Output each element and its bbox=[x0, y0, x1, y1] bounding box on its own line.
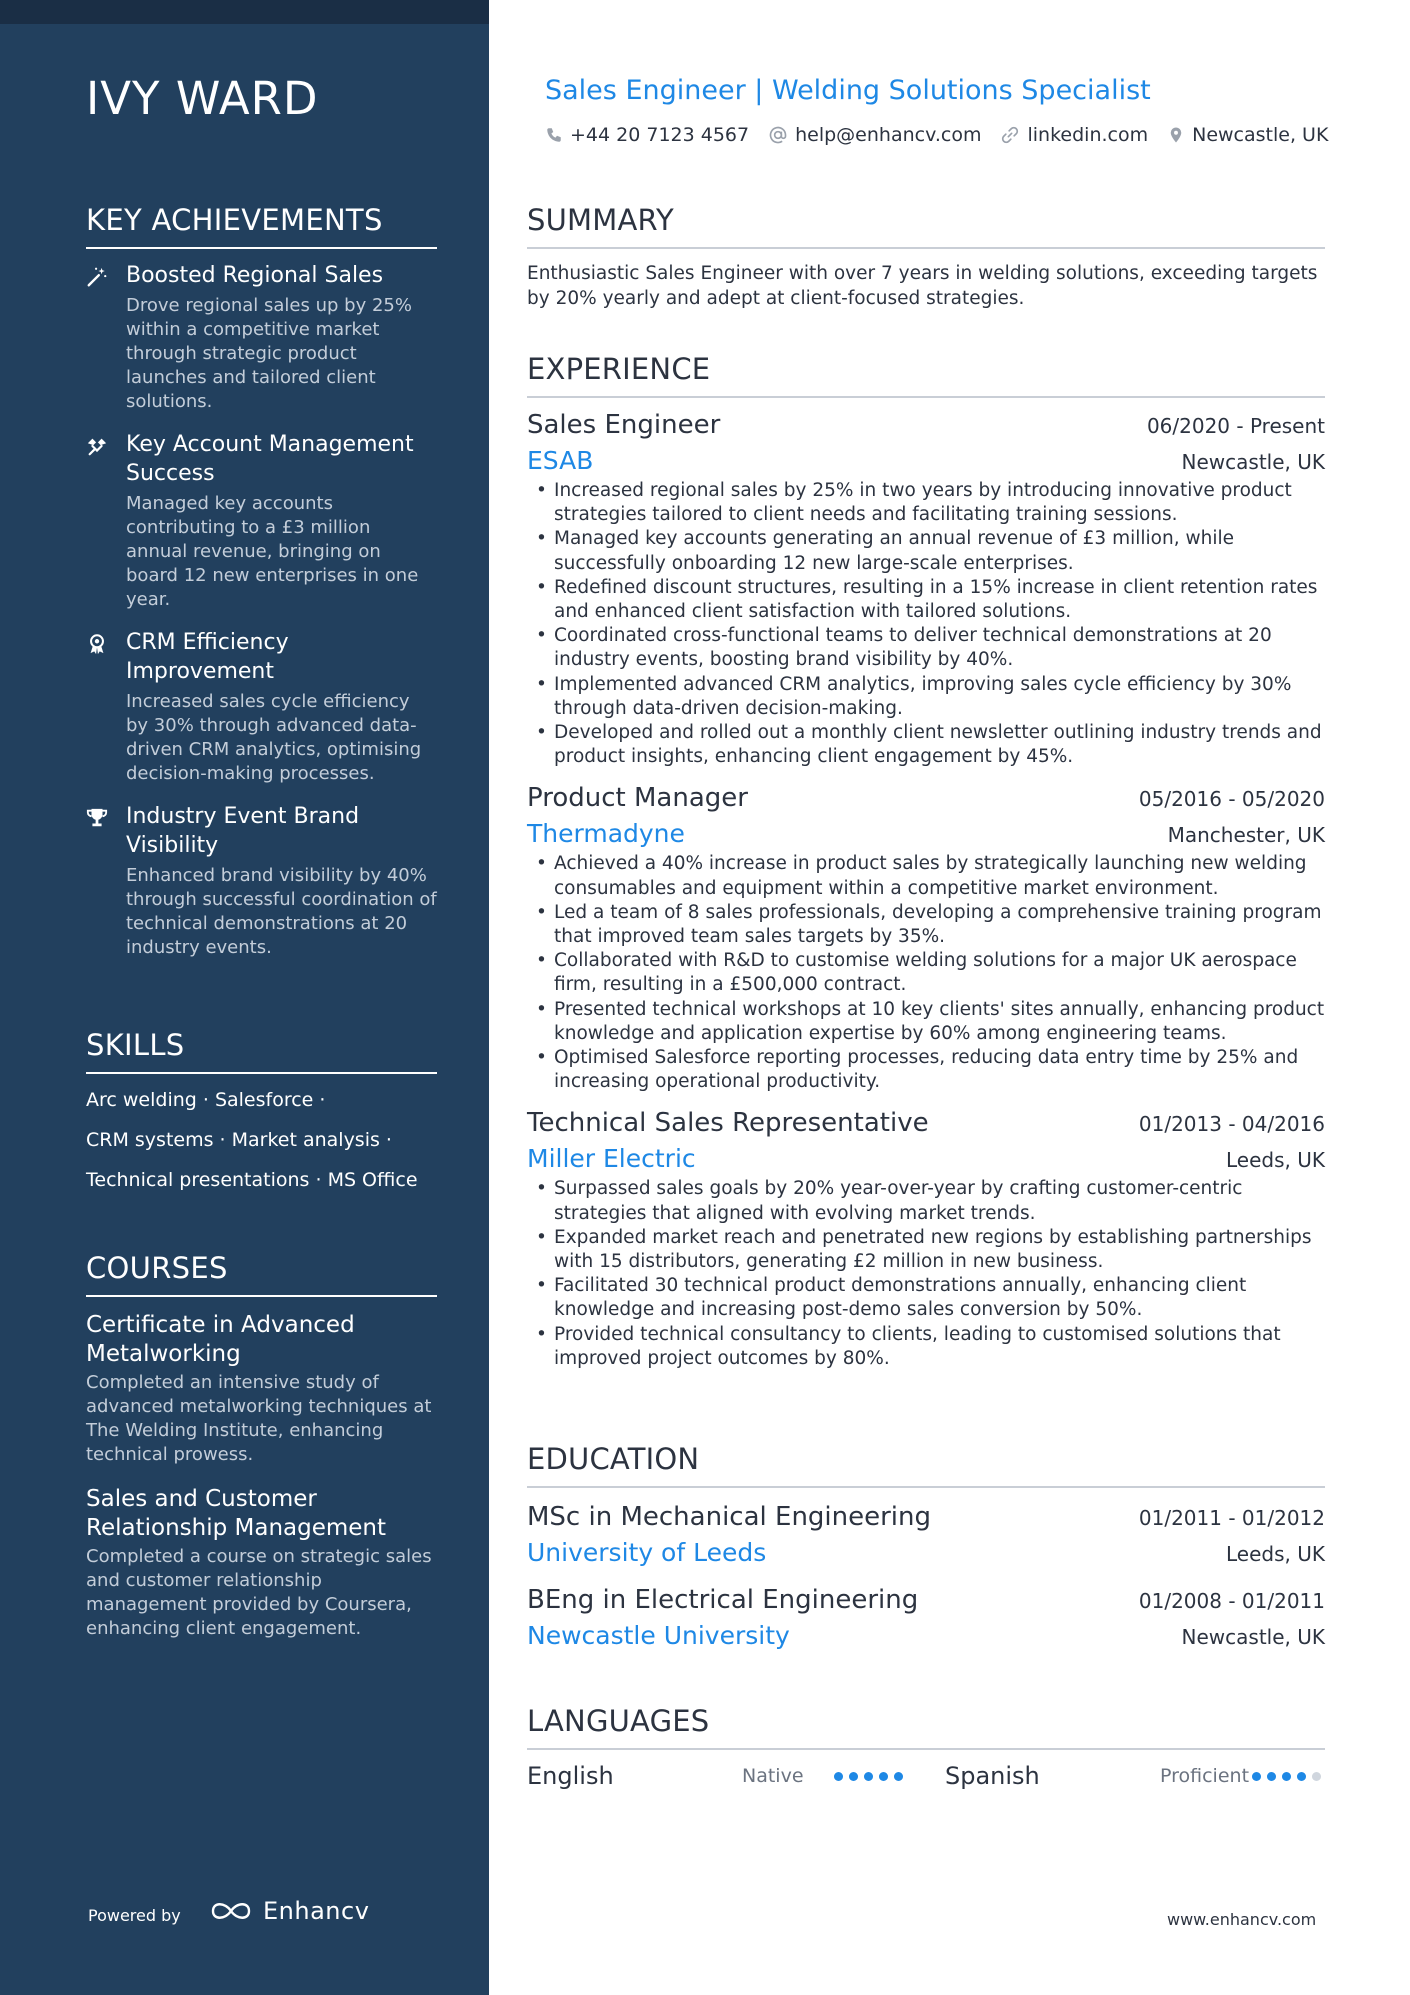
achievement-title: Industry Event Brand Visibility bbox=[126, 804, 360, 858]
powered-by-label: Powered by bbox=[88, 1906, 181, 1925]
contact-email[interactable] bbox=[768, 124, 981, 146]
course-item bbox=[86, 1485, 437, 1641]
achievement-title: Key Account Management Success bbox=[126, 432, 414, 486]
job-bullet: • Expanded market reach and penetrated new regions by establishing partnerships with 15 distributors, generating £2 million in new business. bbox=[527, 1226, 1325, 1274]
languages-list bbox=[527, 1762, 1325, 1790]
skills-line: Arc welding · Salesforce · bbox=[86, 1089, 326, 1111]
job-bullet: • Collaborated with R&D to customise welding solutions for a major UK aerospace firm, resulting in a £500,000 contract. bbox=[527, 949, 1325, 997]
job-bullets bbox=[527, 852, 1325, 1094]
job-bullet: • Led a team of 8 sales professionals, developing a comprehensive training program that improved team sales targets by 35%. bbox=[527, 901, 1325, 949]
course-title: Certificate in Advanced Metalworking bbox=[86, 1312, 355, 1367]
link-icon bbox=[1000, 125, 1020, 145]
job-bullet: • Optimised Salesforce reporting processes, reducing data entry time by 25% and increasing operational productivity. bbox=[527, 1046, 1325, 1094]
language-rating bbox=[834, 1772, 903, 1781]
language-level: Proficient bbox=[1160, 1765, 1250, 1787]
achievement-title: Boosted Regional Sales bbox=[126, 263, 384, 288]
job-bullet: • Facilitated 30 technical product demonstrations annually, enhancing client knowledge and increasing post-demo sales conversion by 50%. bbox=[527, 1274, 1325, 1322]
achievement-description: Enhanced brand visibility by 40% through successful coordination of technical demonstrations at 20 industry events. bbox=[126, 865, 437, 958]
rating-dot-filled bbox=[1282, 1772, 1291, 1781]
rating-dot-filled bbox=[894, 1772, 903, 1781]
education-location: Leeds, UK bbox=[1226, 1542, 1325, 1566]
rating-dot-empty bbox=[1312, 1772, 1321, 1781]
courses-heading: COURSES bbox=[86, 1251, 437, 1297]
candidate-name: IVY WARD bbox=[86, 72, 319, 125]
job-bullet: • Managed key accounts generating an annual revenue of £3 million, while successfully onboarding 12 new large-scale enterprises. bbox=[527, 527, 1325, 575]
skills-line: CRM systems · Market analysis · bbox=[86, 1129, 392, 1151]
phone-number: +44 20 7123 4567 bbox=[570, 124, 750, 146]
education-dates: 01/2011 - 01/2012 bbox=[1138, 1506, 1325, 1530]
website-footer[interactable]: www.enhancv.com bbox=[1167, 1910, 1317, 1929]
job-company: Thermadyne bbox=[527, 819, 685, 849]
experience-heading: EXPERIENCE bbox=[527, 352, 1325, 398]
rating-dot-filled bbox=[849, 1772, 858, 1781]
course-title: Sales and Customer Relationship Management bbox=[86, 1486, 387, 1541]
contact-linkedin[interactable] bbox=[1000, 124, 1148, 146]
education-heading: EDUCATION bbox=[527, 1442, 1325, 1488]
location-pin-icon bbox=[1167, 125, 1185, 145]
job-dates: 01/2013 - 04/2016 bbox=[1138, 1112, 1325, 1137]
job-bullet: • Achieved a 40% increase in product sales by strategically launching new welding consumables and equipment within a competitive market environment. bbox=[527, 852, 1325, 900]
job-dates: 06/2020 - Present bbox=[1146, 414, 1325, 438]
achievement-item bbox=[86, 628, 437, 786]
achievement-description: Managed key accounts contributing to a £3 million annual revenue, bringing on board 12 new enterprises in one year. bbox=[126, 493, 419, 610]
trophy-icon bbox=[86, 807, 108, 829]
job-entry bbox=[527, 783, 1325, 1094]
education-location: Newcastle, UK bbox=[1181, 1625, 1325, 1649]
job-bullet: • Presented technical workshops at 10 key clients' sites annually, enhancing product knowledge and application expertise by 60% among engineering teams. bbox=[527, 998, 1325, 1046]
job-location: Manchester, UK bbox=[1167, 823, 1325, 848]
course-description: Completed an intensive study of advanced metalworking techniques at The Welding Institute, enhancing technical prowess. bbox=[86, 1372, 432, 1465]
job-title: Sales Engineer bbox=[527, 410, 721, 440]
rating-dot-filled bbox=[864, 1772, 873, 1781]
brand-logo[interactable] bbox=[207, 1897, 369, 1925]
rating-dot-filled bbox=[1297, 1772, 1306, 1781]
job-bullet: • Implemented advanced CRM analytics, improving sales cycle efficiency by 30% through data-driven decision-making. bbox=[527, 673, 1325, 721]
languages-section bbox=[527, 1704, 1325, 1790]
school: Newcastle University bbox=[527, 1621, 790, 1650]
achievements-section bbox=[86, 203, 437, 960]
education-section bbox=[527, 1442, 1325, 1650]
job-company: ESAB bbox=[527, 446, 594, 475]
job-bullets bbox=[527, 479, 1325, 769]
magic-wand-icon bbox=[86, 266, 108, 288]
handshake-icon bbox=[86, 435, 108, 457]
award-ribbon-icon bbox=[86, 633, 108, 655]
achievement-item bbox=[86, 261, 437, 414]
job-bullet: • Provided technical consultancy to clients, leading to customised solutions that improved project outcomes by 80%. bbox=[527, 1323, 1325, 1371]
rating-dot-filled bbox=[879, 1772, 888, 1781]
phone-icon bbox=[545, 126, 563, 144]
language-name: English bbox=[527, 1762, 614, 1790]
skills-heading: SKILLS bbox=[86, 1028, 437, 1074]
achievement-title: CRM Efficiency Improvement bbox=[126, 630, 289, 684]
contact-bar bbox=[545, 124, 1328, 146]
job-location: Newcastle, UK bbox=[1181, 450, 1325, 474]
job-dates: 05/2016 - 05/2020 bbox=[1138, 787, 1325, 812]
achievement-item bbox=[86, 802, 437, 960]
brand-name: Enhancv bbox=[263, 1897, 370, 1925]
job-bullet: • Surpassed sales goals by 20% year-over-year by crafting customer-centric strategies that aligned with evolving market trends. bbox=[527, 1177, 1325, 1225]
job-bullet: • Coordinated cross-functional teams to deliver technical demonstrations at 20 industry events, boosting brand visibility by 40%. bbox=[527, 624, 1325, 672]
achievement-item bbox=[86, 430, 437, 612]
language-item bbox=[527, 1762, 945, 1790]
job-title: Technical Sales Representative bbox=[527, 1108, 929, 1139]
education-entry bbox=[527, 1585, 1325, 1650]
language-name: Spanish bbox=[945, 1762, 1040, 1790]
job-bullets bbox=[527, 1177, 1325, 1371]
contact-location bbox=[1167, 124, 1328, 146]
languages-heading: LANGUAGES bbox=[527, 1704, 1325, 1750]
job-bullet: • Developed and rolled out a monthly client newsletter outlining industry trends and product insights, enhancing client engagement by 45%. bbox=[527, 721, 1325, 769]
linkedin-link: linkedin.com bbox=[1027, 124, 1149, 146]
email-address: help@enhancv.com bbox=[795, 124, 982, 146]
sidebar bbox=[0, 0, 489, 1995]
education-dates: 01/2008 - 01/2011 bbox=[1138, 1589, 1325, 1613]
job-location: Leeds, UK bbox=[1226, 1148, 1325, 1173]
achievement-description: Drove regional sales up by 25% within a competitive market through strategic product launches and tailored client solutions. bbox=[126, 295, 412, 412]
job-entry bbox=[527, 410, 1325, 769]
rating-dot-filled bbox=[1267, 1772, 1276, 1781]
courses-section bbox=[86, 1251, 437, 1641]
job-bullet: • Redefined discount structures, resulting in a 15% increase in client retention rates and enhanced client satisfaction with tailored solutions. bbox=[527, 576, 1325, 624]
school: University of Leeds bbox=[527, 1538, 767, 1567]
headline: Sales Engineer | Welding Solutions Specialist bbox=[545, 75, 1151, 106]
contact-phone[interactable] bbox=[545, 124, 749, 146]
skills-section bbox=[86, 1028, 437, 1192]
infinity-logo-icon bbox=[207, 1898, 255, 1924]
course-description: Completed a course on strategic sales and customer relationship management provided by Coursera, enhancing client engagement. bbox=[86, 1546, 432, 1639]
achievements-heading: KEY ACHIEVEMENTS bbox=[86, 203, 437, 249]
summary-heading: SUMMARY bbox=[527, 203, 1325, 249]
education-entry bbox=[527, 1502, 1325, 1567]
location-text: Newcastle, UK bbox=[1192, 124, 1329, 146]
rating-dot-filled bbox=[1252, 1772, 1261, 1781]
language-level: Native bbox=[742, 1765, 804, 1787]
job-title: Product Manager bbox=[527, 783, 748, 814]
experience-section bbox=[527, 352, 1325, 1371]
at-sign-icon bbox=[768, 125, 788, 145]
job-bullet: • Increased regional sales by 25% in two years by introducing innovative product strategies tailored to client needs and facilitating training sessions. bbox=[527, 479, 1325, 527]
degree: MSc in Mechanical Engineering bbox=[527, 1502, 932, 1532]
degree: BEng in Electrical Engineering bbox=[527, 1585, 919, 1615]
summary-text: Enthusiastic Sales Engineer with over 7 years in welding solutions, exceeding targets by 20% yearly and adept at client-focused strategies. bbox=[527, 263, 1318, 309]
skills-line: Technical presentations · MS Office bbox=[86, 1169, 418, 1191]
job-company: Miller Electric bbox=[527, 1144, 696, 1174]
achievement-description: Increased sales cycle efficiency by 30% through advanced data-driven CRM analytics, optimising decision-making processes. bbox=[126, 691, 422, 784]
course-item bbox=[86, 1311, 437, 1467]
language-item bbox=[945, 1762, 1325, 1790]
summary-section bbox=[527, 203, 1325, 311]
sidebar-top-bar bbox=[0, 0, 489, 24]
rating-dot-filled bbox=[834, 1772, 843, 1781]
job-entry bbox=[527, 1108, 1325, 1371]
language-rating bbox=[1252, 1772, 1321, 1781]
